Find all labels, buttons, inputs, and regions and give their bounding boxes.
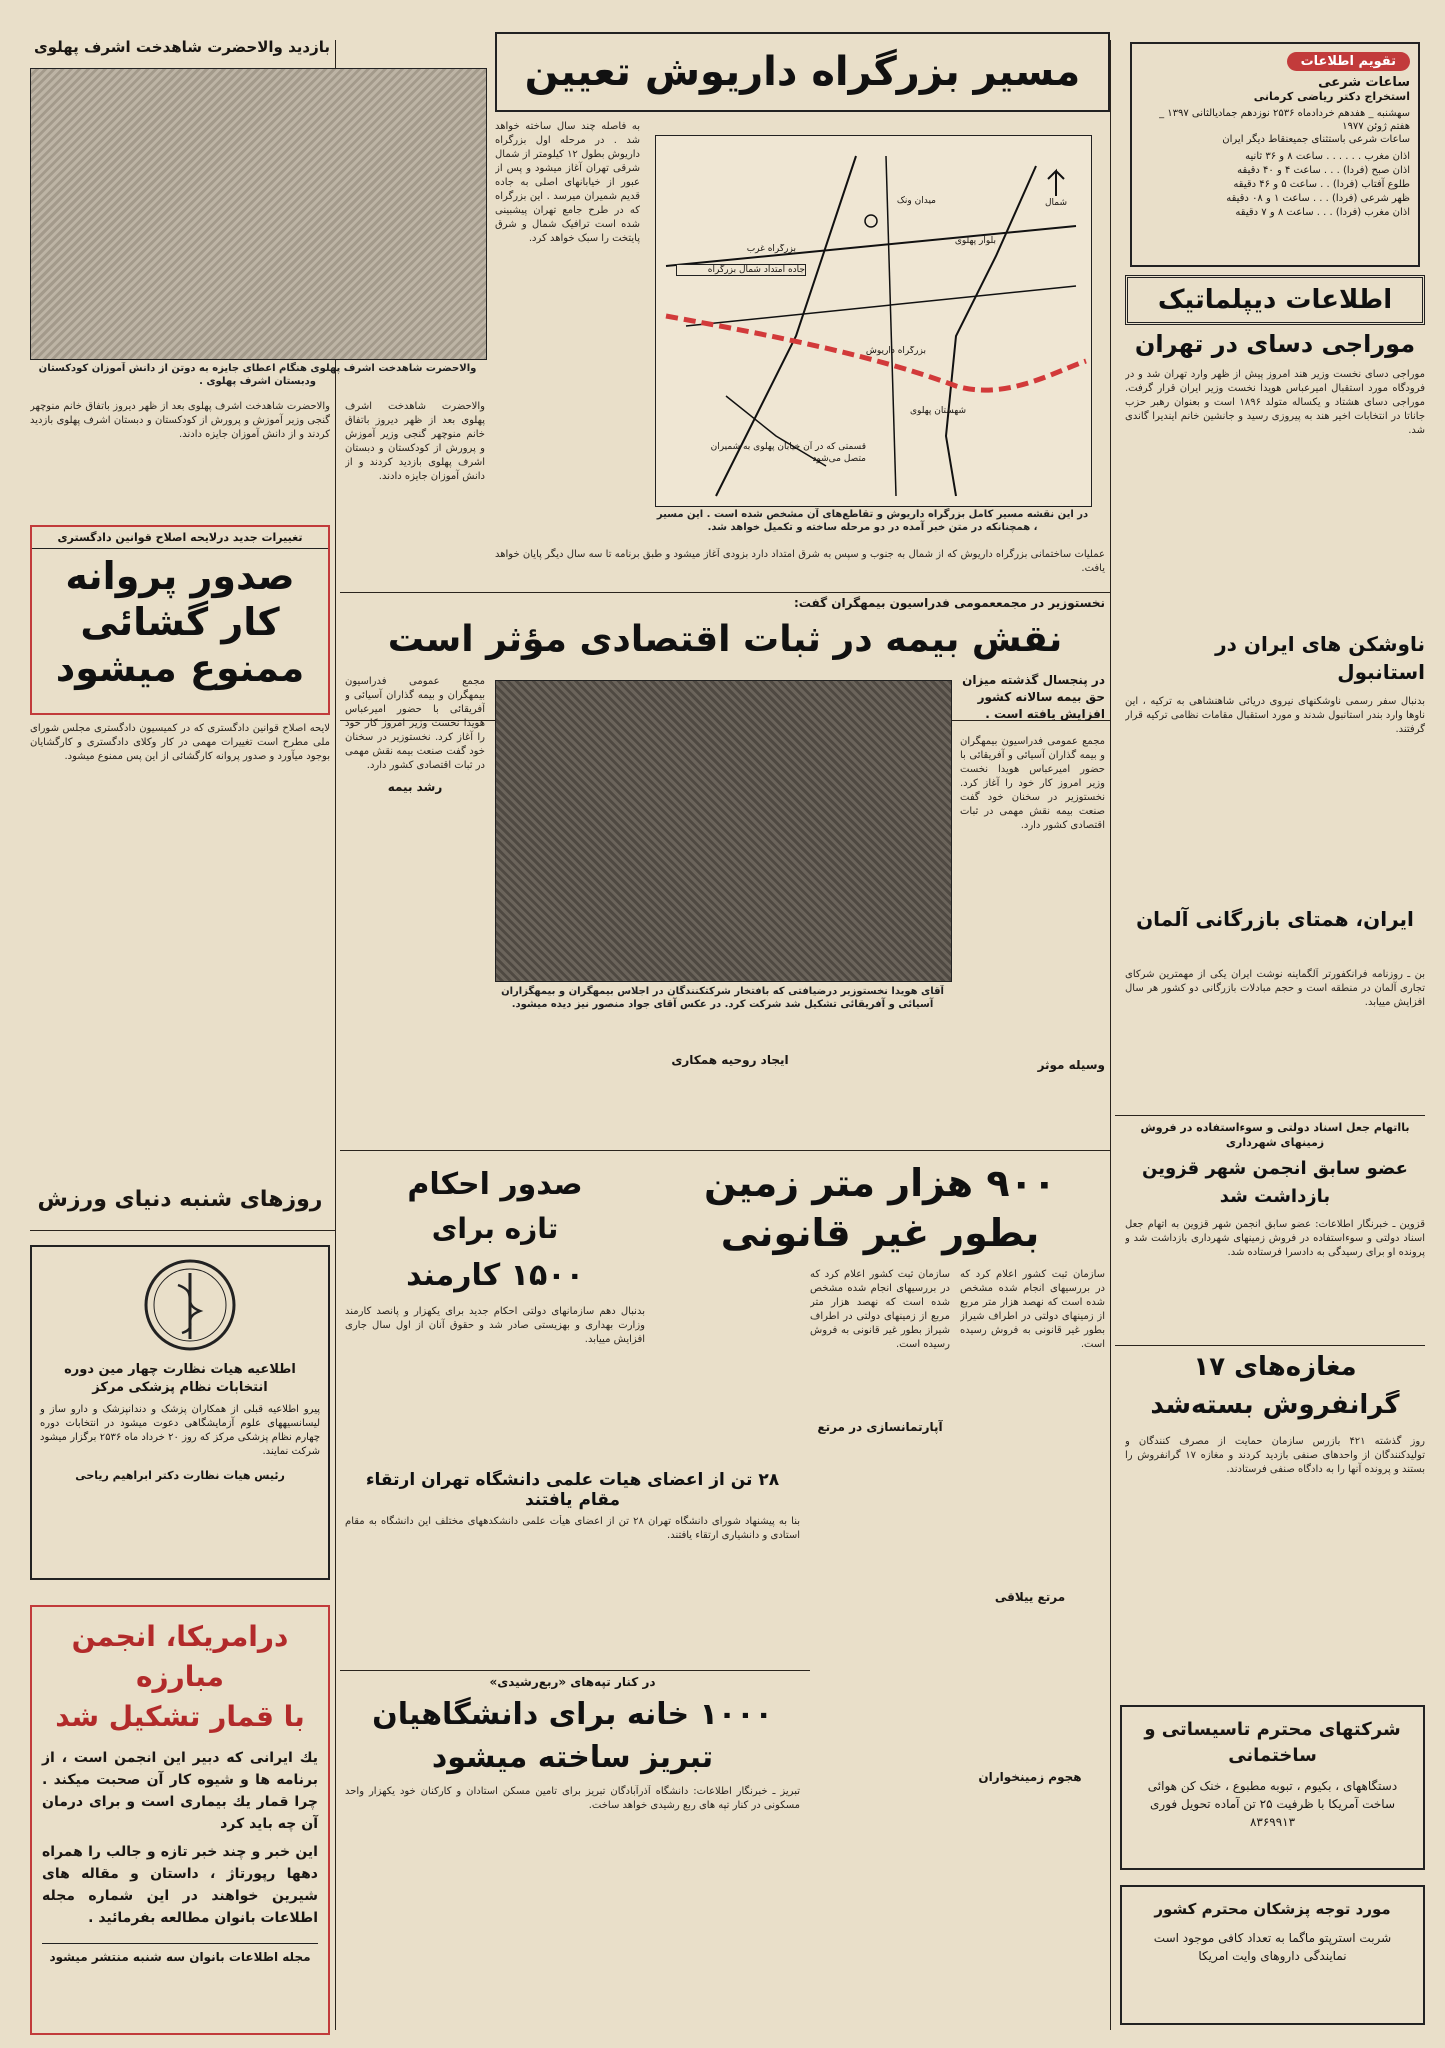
qazvin-headline: عضو سابق انجمن شهر قزوین بازداشت شد (1142, 1158, 1408, 1207)
sports-label-text: روزهای شنبه دنیای ورزش (37, 1187, 323, 1212)
prayer-time: طلوع آفتاب (فردا) . . ساعت ۵ و ۴۶ دقیقه (1233, 179, 1410, 190)
map-label: بزرگراه داریوش (865, 346, 926, 356)
calendar-author: استخراج دکتر ریاضی کرمانی (1253, 90, 1410, 103)
court-headline-1: صدور پروانه (65, 554, 295, 598)
ad-hvac (1120, 1705, 1425, 1870)
navy-text: بدنبال سفر رسمی ناوشکنهای نیروی دریائی شاهنشاهی به ترکیه ، این ناوها وارد بندر استانبول شدند و مورد استقبال مقامات نظامی ترکیه قرار گرفتند. (1125, 696, 1425, 735)
court-headline-2: کار گشائی (80, 600, 280, 644)
land-subhead: مرتع ییلاقی (994, 1590, 1066, 1604)
main-headline-box (495, 32, 1110, 112)
gambling-headline-1: درامریکا، انجمن مبارزه (71, 1620, 289, 1693)
insurance-kicker: نخستوزیر در مجمععمومی فدراسیون بیمهگران گفت: (794, 596, 1105, 610)
section-rule (340, 592, 1110, 593)
map-road (686, 286, 1076, 326)
main-story-bottom: عملیات ساختمانی بزرگراه داریوش که از شمال به جنوب و سپس به شرق امتداد دارد بزودی آغاز میشود و طبق برنامه تا سه سال دیگر پایان خواهد یافت. (495, 549, 1105, 574)
medical-logo (40, 1255, 320, 1355)
calendar-times (1140, 150, 1410, 220)
medical-notice (30, 1245, 330, 1580)
insurance-subhead: رشد بیمه (387, 780, 443, 794)
map-label: بزرگراه غرب (746, 244, 796, 254)
visit-kicker: بازدید والاحضرت شاهدخت اشرف پهلوی (33, 38, 330, 56)
insurance-caption: آقای هویدا نخستوزیر درضیافتی که بافتخار شرکتکنندگان در اجلاس بیمهگران و بیمهگزاران آسیائی و آفریقائی تشکیل شد شرکت کرد. در عکس آقای جواد منصور نیز دیده میشود. (501, 986, 944, 1010)
land-text: سازمان ثبت کشور اعلام کرد که در بررسیهای انجام شده مشخص شده است که نهصد هزار متر مربع از زمینهای دولتی در اطراف شیراز بطور غیر قانونی به فروش رسیده است. (960, 1269, 1105, 1350)
section-rule (340, 1670, 810, 1671)
germany-text: بن ـ روزنامه فرانکفورتر آلگماینه نوشت ایران یکی از مهمترین شرکای تجاری آلمان در منطقه است و حجم مبادلات بازرگانی دو کشور هر سال افزایش مییابد. (1125, 969, 1425, 1008)
rulings-headline-3: ۱۵۰۰ کارمند (406, 1258, 584, 1293)
prayer-time: اذان مغرب (فردا) . . . ساعت ۸ و ۷ دقیقه (1235, 207, 1410, 218)
rulings-text: بدنبال دهم سازمانهای دولتی احکام جدید برای یکهزار و پانصد کارمند وزارت بهداری و بهزیستی صادر شد و حقوق آنان از اول سال جاری افزایش مییابد. (345, 1306, 645, 1345)
insurance-text-left: مجمع عمومی فدراسیون بیمهگران و بیمه گذاران آسیائی و آفریقائی با حضور امیرعباس هویدا نخست وزیر امروز کار خود را آغاز کرد. نخستوزیر در سخنان خود گفت صنعت بیمه نقش مهمی در ثبات اقتصادی کشور دارد. (345, 676, 485, 771)
map-label-north: شمال (1044, 198, 1068, 208)
medical-sign: رئیس هیات نظارت دکتر ابراهیم ریاحی (75, 1469, 285, 1482)
gambling-ad (30, 1605, 330, 2035)
section-rule (1115, 1115, 1425, 1116)
qazvin-text: قزوین ـ خبرنگار اطلاعات: عضو سابق انجمن شهر قزوین به اتهام جعل اسناد دولتی و سوءاستفاده در فروش زمینهای شهرداری بازداشت شد و پرونده او برای رسیدگی به دادسرا فرستاده شد. (1125, 1219, 1425, 1258)
insurance-lead: در پنجسال گذشته میزان حق بیمه سالانه کشور افزایش یافته است . (962, 673, 1105, 721)
column-rule (1110, 40, 1111, 2030)
court-box (30, 525, 330, 715)
court-kicker: تغییرات جدید درلایحه اصلاح قوانین دادگستری (32, 527, 328, 549)
insurance-headline: نقش بیمه در ثبات اقتصادی مؤثر است (387, 619, 1063, 660)
calendar-date: سهشنبه _ هفدهم خردادماه ۲۵۳۶ نوزدهم جمادیالثانی ۱۳۹۷ _ هفتم ژوئن ۱۹۷۷ (1159, 108, 1410, 132)
map-caption: در این نقشه مسیر کامل بزرگراه داریوش و تقاطع‌های آن مشخص شده است . این مسیر ، همچنانکه در متن خبر آمده در دو مرحله ساخته و تکمیل خواهد شد. (656, 509, 1089, 533)
housing-headline-1: ۱۰۰۰ خانه برای دانشگاهیان (372, 1697, 773, 1732)
faculty-text: بنا به پیشنهاد شورای دانشگاه تهران ۲۸ تن از اعضای هیأت علمی دانشکدههای مختلف این دانشگاه به مقام استادی و دانشیاری ارتقاء یافتند. (345, 1516, 800, 1541)
shops-headline-2: گرانفروش بسته‌شد (1150, 1390, 1400, 1420)
map-label: بلوار پهلوی (954, 236, 996, 246)
qazvin-kicker: بااتهام جعل اسناد دولتی و سوءاستفاده در فروش زمینهای شهرداری (1140, 1121, 1410, 1149)
insurance-subhead: ایجاد روحیه همکاری (671, 1053, 789, 1067)
visit-text: والاحضرت شاهدخت اشرف پهلوی بعد از ظهر دیروز باتفاق خانم منوچهر گنجی وزیر آموزش و پرورش از کودکستان و دبستان اشرف پهلوی بازدید کردند و از دانش آموزان جایزه دادند. (345, 401, 485, 482)
map-label: قسمتی که در آن خیابان پهلوی به شمیران متصل می‌شود (710, 442, 866, 464)
calendar-title: ساعات شرعی (1318, 75, 1410, 90)
insurance-photo (495, 680, 952, 982)
main-story-text: به فاصله چند سال ساخته خواهد شد . در مرحله اول بزرگراه داریوش بطول ۱۲ کیلومتر از شمال شرقی تهران آغاز میشود و پس از عبور از خیابانهای اصلی به جاده قدیم شمیران میرسد . این بزرگراه که در طرح جامع تهران پیشبینی شده است ترافیک شمال و شرق پایتخت را سبک خواهد کرد. (495, 121, 640, 244)
land-headline-1: ۹۰۰ هزار متر زمین (704, 1161, 1056, 1205)
ad-medicine-text: شربت استرپتو ماگما به تعداد کافی موجود است نمایندگی داروهای وایت امریکا (1153, 1931, 1392, 1963)
housing-kicker: در کنار تپه‌های «ربع‌رشیدی» (489, 1675, 656, 1689)
section-rule (30, 1230, 335, 1231)
prayer-time: اذان صبح (فردا) . . . ساعت ۴ و ۴۰ دقیقه (1237, 165, 1410, 176)
north-arrow-icon (1048, 171, 1064, 196)
diplomatic-banner-text: اطلاعات دیپلماتیک (1157, 285, 1393, 315)
rulings-headline-2: تازه برای (431, 1212, 559, 1245)
housing-headline-2: تبریز ساخته میشود (431, 1740, 714, 1775)
dessai-text: موراجی دسای نخست وزیر هند امروز پیش از ظهر وارد تهران شد و در فرودگاه مورد استقبال امیرعباس هویدا نخست وزیر ایران قرار گرفت. موراجی دسای هشتاد و یکساله متولد ۱۸۹۶ است و بعنوان رهبر حزب جاناتا در انتخابات اخیر هند به پیروزی رسید و جانشین خانم ایندیرا گاندی شد. (1125, 369, 1425, 436)
land-headline-2: بطور غیر قانونی (720, 1211, 1040, 1255)
land-subhead: آپارتمانسازی در مرتع (817, 1420, 943, 1434)
calendar-badge: تقویم اطلاعات (1287, 52, 1410, 71)
map-label: جاده امتداد شمال بزرگراه (676, 264, 806, 276)
navy-headline: ناوشکن های ایران در استانبول (1215, 632, 1425, 684)
calendar-box (1130, 42, 1420, 267)
shops-text: روز گذشته ۴۲۱ بازرس سازمان حمایت از مصرف کنندگان و تولیدکنندگان از واحدهای صنفی بازدید کردند و مغازه ۱۷ گرانفروش را بستند و پرونده آنها را به دادگاه صنفی فرستادند. (1125, 1436, 1425, 1475)
map-road (946, 166, 1036, 496)
main-headline: مسیر بزرگراه داریوش تعیین (524, 49, 1081, 95)
gambling-headline-2: با قمار تشکیل شد (55, 1700, 305, 1733)
medical-title: اطلاعیه هیات نظارت چهار مین دوره انتخابات نظام پزشکی مرکز (64, 1362, 296, 1395)
caduceus-icon (140, 1255, 240, 1355)
sports-label (30, 1180, 330, 1220)
map-square (865, 215, 877, 227)
rulings-headline-1: صدور احکام (407, 1167, 583, 1202)
dessai-headline: موراجی دسای در تهران (1134, 330, 1416, 358)
ad-hvac-title: شرکتهای محترم تاسیساتی و ساختمانی (1144, 1719, 1401, 1766)
gambling-text: یك ایرانی که دبیر این انجمن است ، از برنامه ها و شیوه کار آن صحبت میکند . چرا قمار یك بیماری است و برای درمان آن چه باید کرد (42, 1750, 318, 1832)
visit-text-2: والاحضرت شاهدخت اشرف پهلوی بعد از ظهر دیروز باتفاق خانم منوچهر گنجی وزیر آموزش و پرورش از کودکستان و دبستان اشرف پهلوی بازدید کردند و از دانش آموزان جایزه دادند. (30, 401, 330, 440)
land-subhead: هجوم زمینخواران (978, 1770, 1082, 1784)
gambling-footer: مجله اطلاعات بانوان سه شنبه منتشر میشود (42, 1943, 318, 1964)
ad-hvac-text: دستگاههای ، بکیوم ، تبوبه مطبوع ، خنک کن هوائی ساخت آمریکا با ظرفیت ۲۵ تن آماده تحویل فوری ۸۳۶۹۹۱۳ (1147, 1779, 1398, 1829)
prayer-time: ظهر شرعی (فردا) . . . ساعت ۱ و ۰۸ دقیقه (1226, 193, 1410, 204)
section-rule (1115, 1345, 1425, 1346)
visit-photo (30, 68, 487, 360)
court-text: لایحه اصلاح قوانین دادگستری که در کمیسیون دادگستری مجلس شورای ملی مطرح است تغییرات مهمی در کار وکلای دادگستری و کارگشایان بوجود میآورد و صدور پروانه کارگشائی از این پس ممنوع میشود. (30, 723, 330, 762)
diplomatic-banner (1125, 275, 1425, 325)
calendar-subtitle: ساعات شرعی باستثنای جمیعنقاط دیگر ایران (1222, 134, 1410, 145)
faculty-headline: ۲۸ تن از اعضای هیات علمی دانشگاه تهران ارتقاء مقام یافتند (365, 1470, 780, 1510)
housing-text: تبریز ـ خبرنگار اطلاعات: دانشگاه آذرآبادگان تبریز برای تامین مسکن استادان و کارکنان خود یکهزار واحد مسکونی در کنار تپه های ربع رشیدی خواهد ساخت. (345, 1786, 800, 1811)
insurance-text: مجمع عمومی فدراسیون بیمهگران و بیمه گذاران آسیائی و آفریقائی با حضور امیرعباس هویدا نخست وزیر امروز کار خود را آغاز کرد. نخستوزیر در سخنان خود گفت صنعت بیمه نقش مهمی در ثبات اقتصادی کشور دارد. (960, 736, 1105, 831)
ad-medicine-title: مورد توجه پزشکان محترم کشور (1154, 1900, 1391, 1918)
highway-map (655, 135, 1092, 507)
gambling-text-2: این خبر و چند خبر تازه و جالب را همراه دهها رپورتاژ ، داستان و مقاله های شیرین خواهند در این شماره مجله اطلاعات بانوان مطالعه بفرمائید . (42, 1844, 318, 1926)
section-rule (340, 1150, 1110, 1151)
map-road (886, 156, 896, 496)
germany-headline: ایران، همتای بازرگانی آلمان (1136, 907, 1414, 931)
visit-caption: والاحضرت شاهدخت اشرف پهلوی هنگام اعطای جایزه به دوتن از دانش آموزان کودکستان ودبستان اشرف پهلوی . (38, 363, 477, 387)
medical-text: پیرو اطلاعیه قبلی از همکاران پزشک و دندانپزشک و دارو ساز و لیسانسیههای علوم آزمایشگاهی دعوت میشود در انتخابات دوره چهارم نظام پزشکی مرکز که روز ۲۰ خرداد ماه ۲۵۳۶ برگزار میشود شرکت نمایند. (40, 1404, 321, 1457)
land-text-2: سازمان ثبت کشور اعلام کرد که در بررسیهای انجام شده مشخص شده است که نهصد هزار متر مربع از زمینهای دولتی در اطراف شیراز بطور غیر قانونی به فروش رسیده است. (810, 1269, 950, 1350)
map-label: شهستان پهلوی (910, 406, 966, 416)
prayer-time: اذان مغرب . . . . . . ساعت ۸ و ۳۶ ثانیه (1245, 151, 1410, 162)
ad-medicine (1120, 1885, 1425, 2025)
court-headline-3: ممنوع میشود (55, 646, 305, 690)
shops-headline-1: مغازه‌های ۱۷ (1193, 1352, 1357, 1382)
map-label: میدان ونک (896, 196, 936, 206)
insurance-subhead: وسیله موثر (1037, 1058, 1105, 1072)
